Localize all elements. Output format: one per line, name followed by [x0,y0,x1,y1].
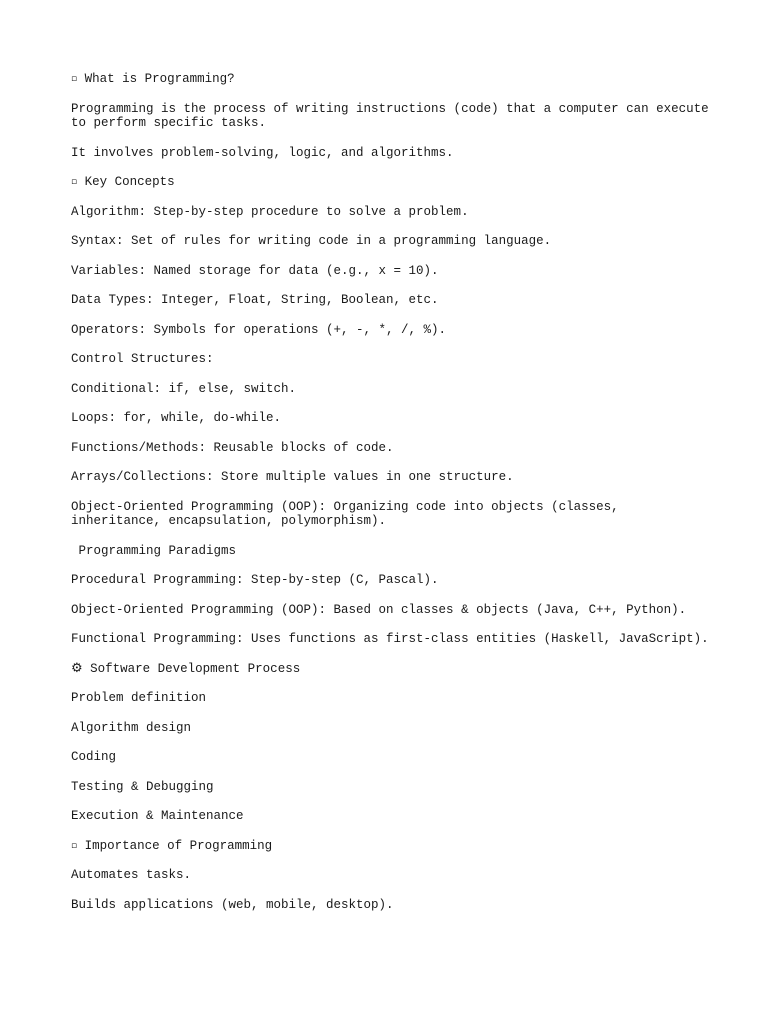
paragraph: Testing & Debugging [71,779,214,794]
heading-text: Importance of Programming [77,838,273,853]
paragraph: Coding [71,750,117,765]
heading-text: Software Development Process [82,661,301,676]
paragraph: Procedural Programming: Step-by-step (C, Pascal). [71,573,439,588]
paragraph: It involves problem-solving, logic, and algorithms. [71,145,454,160]
paragraph: Control Structures: [71,352,214,367]
gear-icon: ⚙ [71,660,83,676]
section-heading-key-concepts [71,175,711,190]
paragraph: Operators: Symbols for operations (+, -, *, /, %). [71,322,447,337]
bullet-square-icon: ▫ [71,74,78,84]
bullet-square-icon: ▫ [71,177,78,188]
paragraph: Functional Programming: Uses functions as first-class entities (Haskell, JavaScript). [71,632,709,647]
heading-text: What is Programming? [77,72,235,86]
paragraph: Algorithm design [71,720,192,735]
paragraph: Automates tasks. [71,868,192,883]
paragraph: Functions/Methods: Reusable blocks of code. [71,440,394,455]
paragraph: Syntax: Set of rules for writing code in a programming language. [71,234,552,249]
bullet-square-icon: ▫ [71,840,78,851]
section-heading-importance-of-programming [71,839,711,854]
paragraph: Loops: for, while, do-while. [71,411,282,426]
paragraph: Algorithm: Step-by-step procedure to solve a problem. [71,204,469,219]
heading-text: Key Concepts [77,175,175,190]
document-page [71,72,717,927]
section-heading-programming-paradigms [71,544,711,559]
section-heading-software-development-process [71,662,711,677]
paragraph: Conditional: if, else, switch. [71,381,297,396]
paragraph: Programming is the process of writing instructions (code) that a computer can execute to perform specific tasks. [71,101,717,131]
paragraph: Object-Oriented Programming (OOP): Based on classes & objects (Java, C++, Python). [71,602,687,617]
paragraph: Builds applications (web, mobile, desktop). [71,897,394,912]
heading-text: Programming Paradigms [71,543,237,558]
paragraph: Data Types: Integer, Float, String, Boolean, etc. [71,293,439,308]
paragraph: Execution & Maintenance [71,809,244,824]
paragraph: Problem definition [71,691,207,706]
paragraph: Variables: Named storage for data (e.g., x = 10). [71,263,439,278]
paragraph: Object-Oriented Programming (OOP): Organizing code into objects (classes, inheritance, encapsulation, polymorphism). [71,499,627,529]
paragraph: Arrays/Collections: Store multiple values in one structure. [71,470,514,485]
section-heading-what-is-programming [71,72,711,87]
